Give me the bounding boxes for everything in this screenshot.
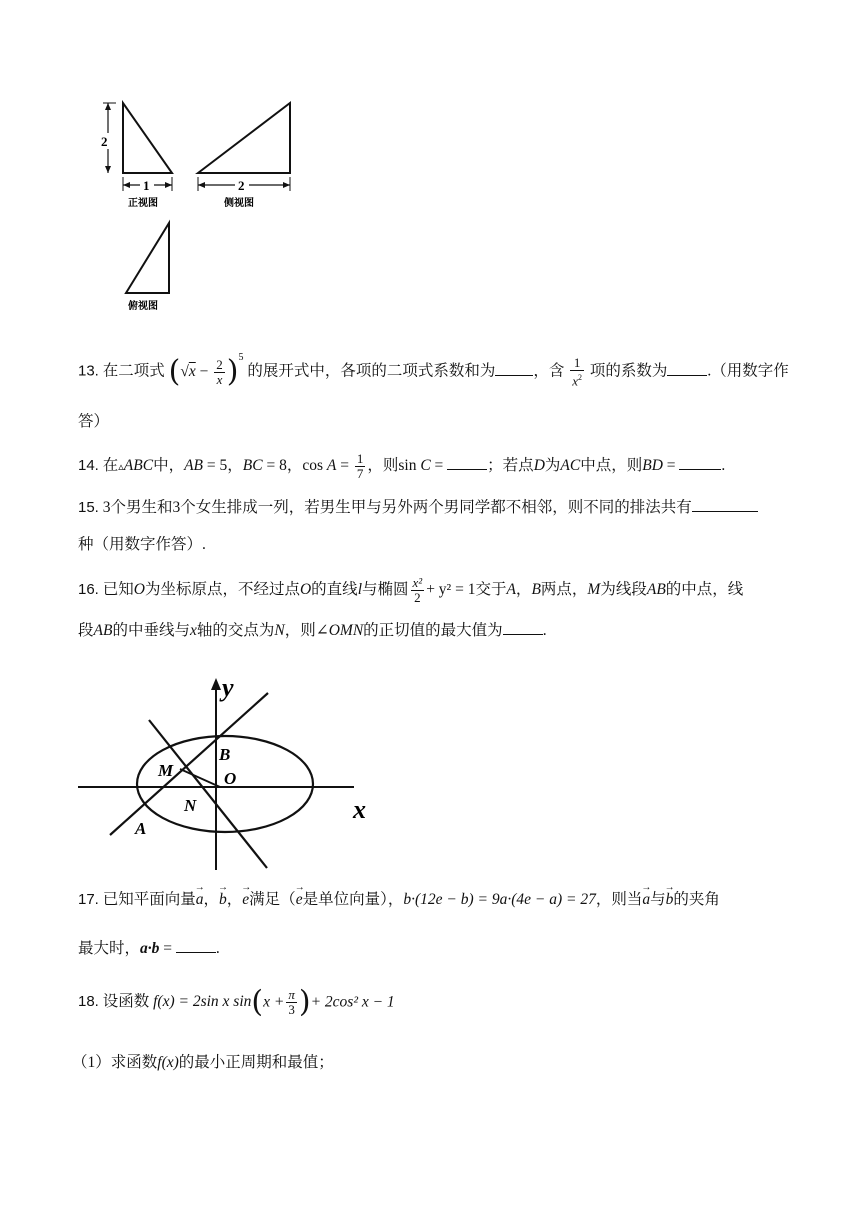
text: 两点， <box>540 581 588 599</box>
side-view <box>198 103 290 209</box>
var: ∠OMN <box>315 622 364 639</box>
front-view-caption: 正视图 <box>128 198 158 209</box>
answer-blank <box>503 620 543 635</box>
text: = <box>159 940 176 957</box>
answer-blank <box>447 455 487 470</box>
question-17 <box>78 890 720 910</box>
text: ，则 <box>367 457 399 475</box>
vector-b: → b <box>666 890 674 910</box>
text: 已知平面向量 <box>102 891 196 908</box>
text: 3个男生和3个女生排成一列，若男生甲与另外两个男同学都不相邻，则不同的排法共有 <box>98 499 692 516</box>
function-expression: f(x) = 2sin x sin <box>153 993 252 1011</box>
vector-b: → b <box>219 890 227 910</box>
text: ，则 <box>284 622 316 639</box>
exponent: 5 <box>238 351 244 363</box>
numerator: π <box>288 987 295 1002</box>
text: 最大时， <box>78 940 141 957</box>
side-width-label: 2 <box>238 178 245 193</box>
numerator: x² <box>412 575 423 590</box>
denominator: x <box>216 371 223 387</box>
text: = 5， <box>203 457 243 475</box>
text: 段 <box>78 622 94 639</box>
question-17-line2 <box>78 938 220 959</box>
var: BD <box>642 457 663 475</box>
front-view <box>99 103 172 209</box>
text: 中， <box>153 457 185 475</box>
numerator: 1 <box>570 356 584 371</box>
answer-blank <box>692 497 758 512</box>
vector-e: → e <box>242 890 249 910</box>
var: AB <box>646 581 666 599</box>
front-width-label: 1 <box>143 178 150 193</box>
triangle-symbol: ▵ <box>118 461 124 474</box>
question-number: 17. <box>78 891 99 908</box>
text: 中点，则 <box>580 457 643 475</box>
var: AB <box>93 622 113 639</box>
text: （1）求函数 <box>72 1054 158 1071</box>
minus: − <box>199 363 209 381</box>
var: A <box>506 581 516 599</box>
question-number: 14. <box>78 457 99 475</box>
question-13-line2: 答） <box>78 413 110 430</box>
text: 满足（ <box>249 891 296 908</box>
point-m-label: M <box>158 761 174 780</box>
text: . <box>721 457 726 475</box>
text: 的中点，线 <box>665 581 744 599</box>
fraction <box>570 356 584 388</box>
question-number: 15. <box>78 499 99 516</box>
answer-blank <box>679 455 721 470</box>
y-label: y <box>222 673 234 702</box>
question-18-part1 <box>72 1053 334 1073</box>
question-18: 18. 设函数 f(x) = 2sin x sin(x + $\frac{\pi}{3}$ )+ 2cos² x − 1 <box>78 984 395 1020</box>
var: B <box>531 581 541 599</box>
var: AB <box>184 457 204 475</box>
fraction <box>411 576 425 605</box>
text: 为坐标原点，不经过点 <box>144 581 300 599</box>
question-15-line2: 种（用数字作答）. <box>78 536 206 553</box>
point-n-label: N <box>184 796 197 815</box>
text: ；若点 <box>487 457 534 475</box>
text: + y² = 1交于 <box>426 581 507 599</box>
text: . <box>215 940 220 957</box>
text: ， <box>515 581 532 599</box>
var: D <box>533 457 545 475</box>
text: 为线段 <box>600 581 647 599</box>
var: O <box>299 581 312 599</box>
point-o-label: O <box>224 769 237 788</box>
vector-a: → a <box>196 890 204 910</box>
vector-equation: b·(12e − b) = 9a·(4e − a) = 27 <box>403 891 596 908</box>
sqrt-x: x <box>188 363 196 381</box>
question-number: 13. <box>78 362 99 380</box>
numerator: 1 <box>356 451 364 466</box>
point-b-label: B <box>219 745 231 764</box>
question-14 <box>78 452 725 481</box>
text: 轴的交点为 <box>196 622 275 639</box>
text: = <box>662 457 680 475</box>
answer-blank <box>176 938 216 953</box>
denominator: 2 <box>414 590 421 605</box>
var: N <box>274 622 285 639</box>
var: AC <box>560 457 581 475</box>
text: ，含 <box>533 362 565 380</box>
function-expression-rest: + 2cos² x − 1 <box>310 993 395 1011</box>
denominator: 7 <box>356 466 364 481</box>
text: .（用数字作 <box>707 362 789 380</box>
var: A <box>326 457 337 475</box>
fraction <box>214 358 225 387</box>
point-a-label: A <box>135 819 147 838</box>
vector-a: → a <box>642 890 650 910</box>
side-view-caption: 侧视图 <box>224 198 254 209</box>
var: f(x) <box>157 1054 179 1071</box>
denominator: x <box>572 373 579 389</box>
question-number: 18. <box>78 993 99 1011</box>
text: 与椭圆 <box>362 581 409 599</box>
text: 在 <box>102 457 119 475</box>
text: 的中垂线与 <box>112 622 190 639</box>
var: x <box>189 622 197 639</box>
text: ， <box>203 891 220 908</box>
denominator: 3 <box>288 1002 295 1017</box>
exponent: 2 <box>578 373 583 382</box>
y-axis-arrow <box>211 678 221 690</box>
var: M <box>587 581 601 599</box>
text: 的直线 <box>311 581 358 599</box>
text: sin <box>398 457 417 475</box>
answer-blank <box>667 361 707 376</box>
text: ， <box>226 891 243 908</box>
perpendicular-bisector <box>149 720 267 868</box>
text: 是单位向量）， <box>302 891 404 908</box>
question-16 <box>78 576 743 605</box>
ellipse-figure <box>76 668 386 874</box>
answer-blank <box>495 361 533 376</box>
text: = <box>430 457 448 475</box>
text: ，则当 <box>595 891 643 908</box>
var: l <box>357 581 362 599</box>
text: . <box>542 622 547 639</box>
x-label: x <box>353 795 366 824</box>
text: 已知 <box>102 581 134 599</box>
var: BC <box>242 457 263 475</box>
dot-product: a·b <box>140 940 160 957</box>
top-view <box>126 223 169 312</box>
question-number: 16. <box>78 581 99 599</box>
text: 在二项式 <box>102 362 165 380</box>
question-13: 13. 在二项式 (√x − $\frac{2}{x}$ )$^5$ 的展开式中，各项的二项式系数和为 ，含 $\frac{1}{x^2}$ 项的系数为 .（用数字作 <box>78 351 789 390</box>
text: 项的系数为 <box>589 362 668 380</box>
var: O <box>133 581 145 599</box>
text: 的展开式中，各项的二项式系数和为 <box>247 362 496 380</box>
var: ABC <box>123 457 154 475</box>
text: 设函数 <box>102 993 150 1011</box>
text: 的夹角 <box>673 891 720 908</box>
text: cos <box>302 457 323 475</box>
three-view-figure <box>90 95 310 325</box>
text: = <box>336 457 353 475</box>
top-view-caption: 俯视图 <box>128 301 158 312</box>
question-15 <box>78 497 758 518</box>
front-height-label: 2 <box>101 134 108 149</box>
fraction <box>355 452 366 481</box>
text: 与 <box>650 891 666 908</box>
text: 为 <box>544 457 561 475</box>
text: 的最小正周期和最值； <box>178 1054 334 1071</box>
var: C <box>420 457 431 475</box>
numerator: 2 <box>216 356 223 372</box>
vector-e: → e <box>296 890 303 910</box>
fraction <box>286 988 297 1017</box>
question-16-line2 <box>78 620 547 641</box>
text: = 8， <box>262 457 303 475</box>
text: 的正切值的最大值为 <box>363 622 503 639</box>
